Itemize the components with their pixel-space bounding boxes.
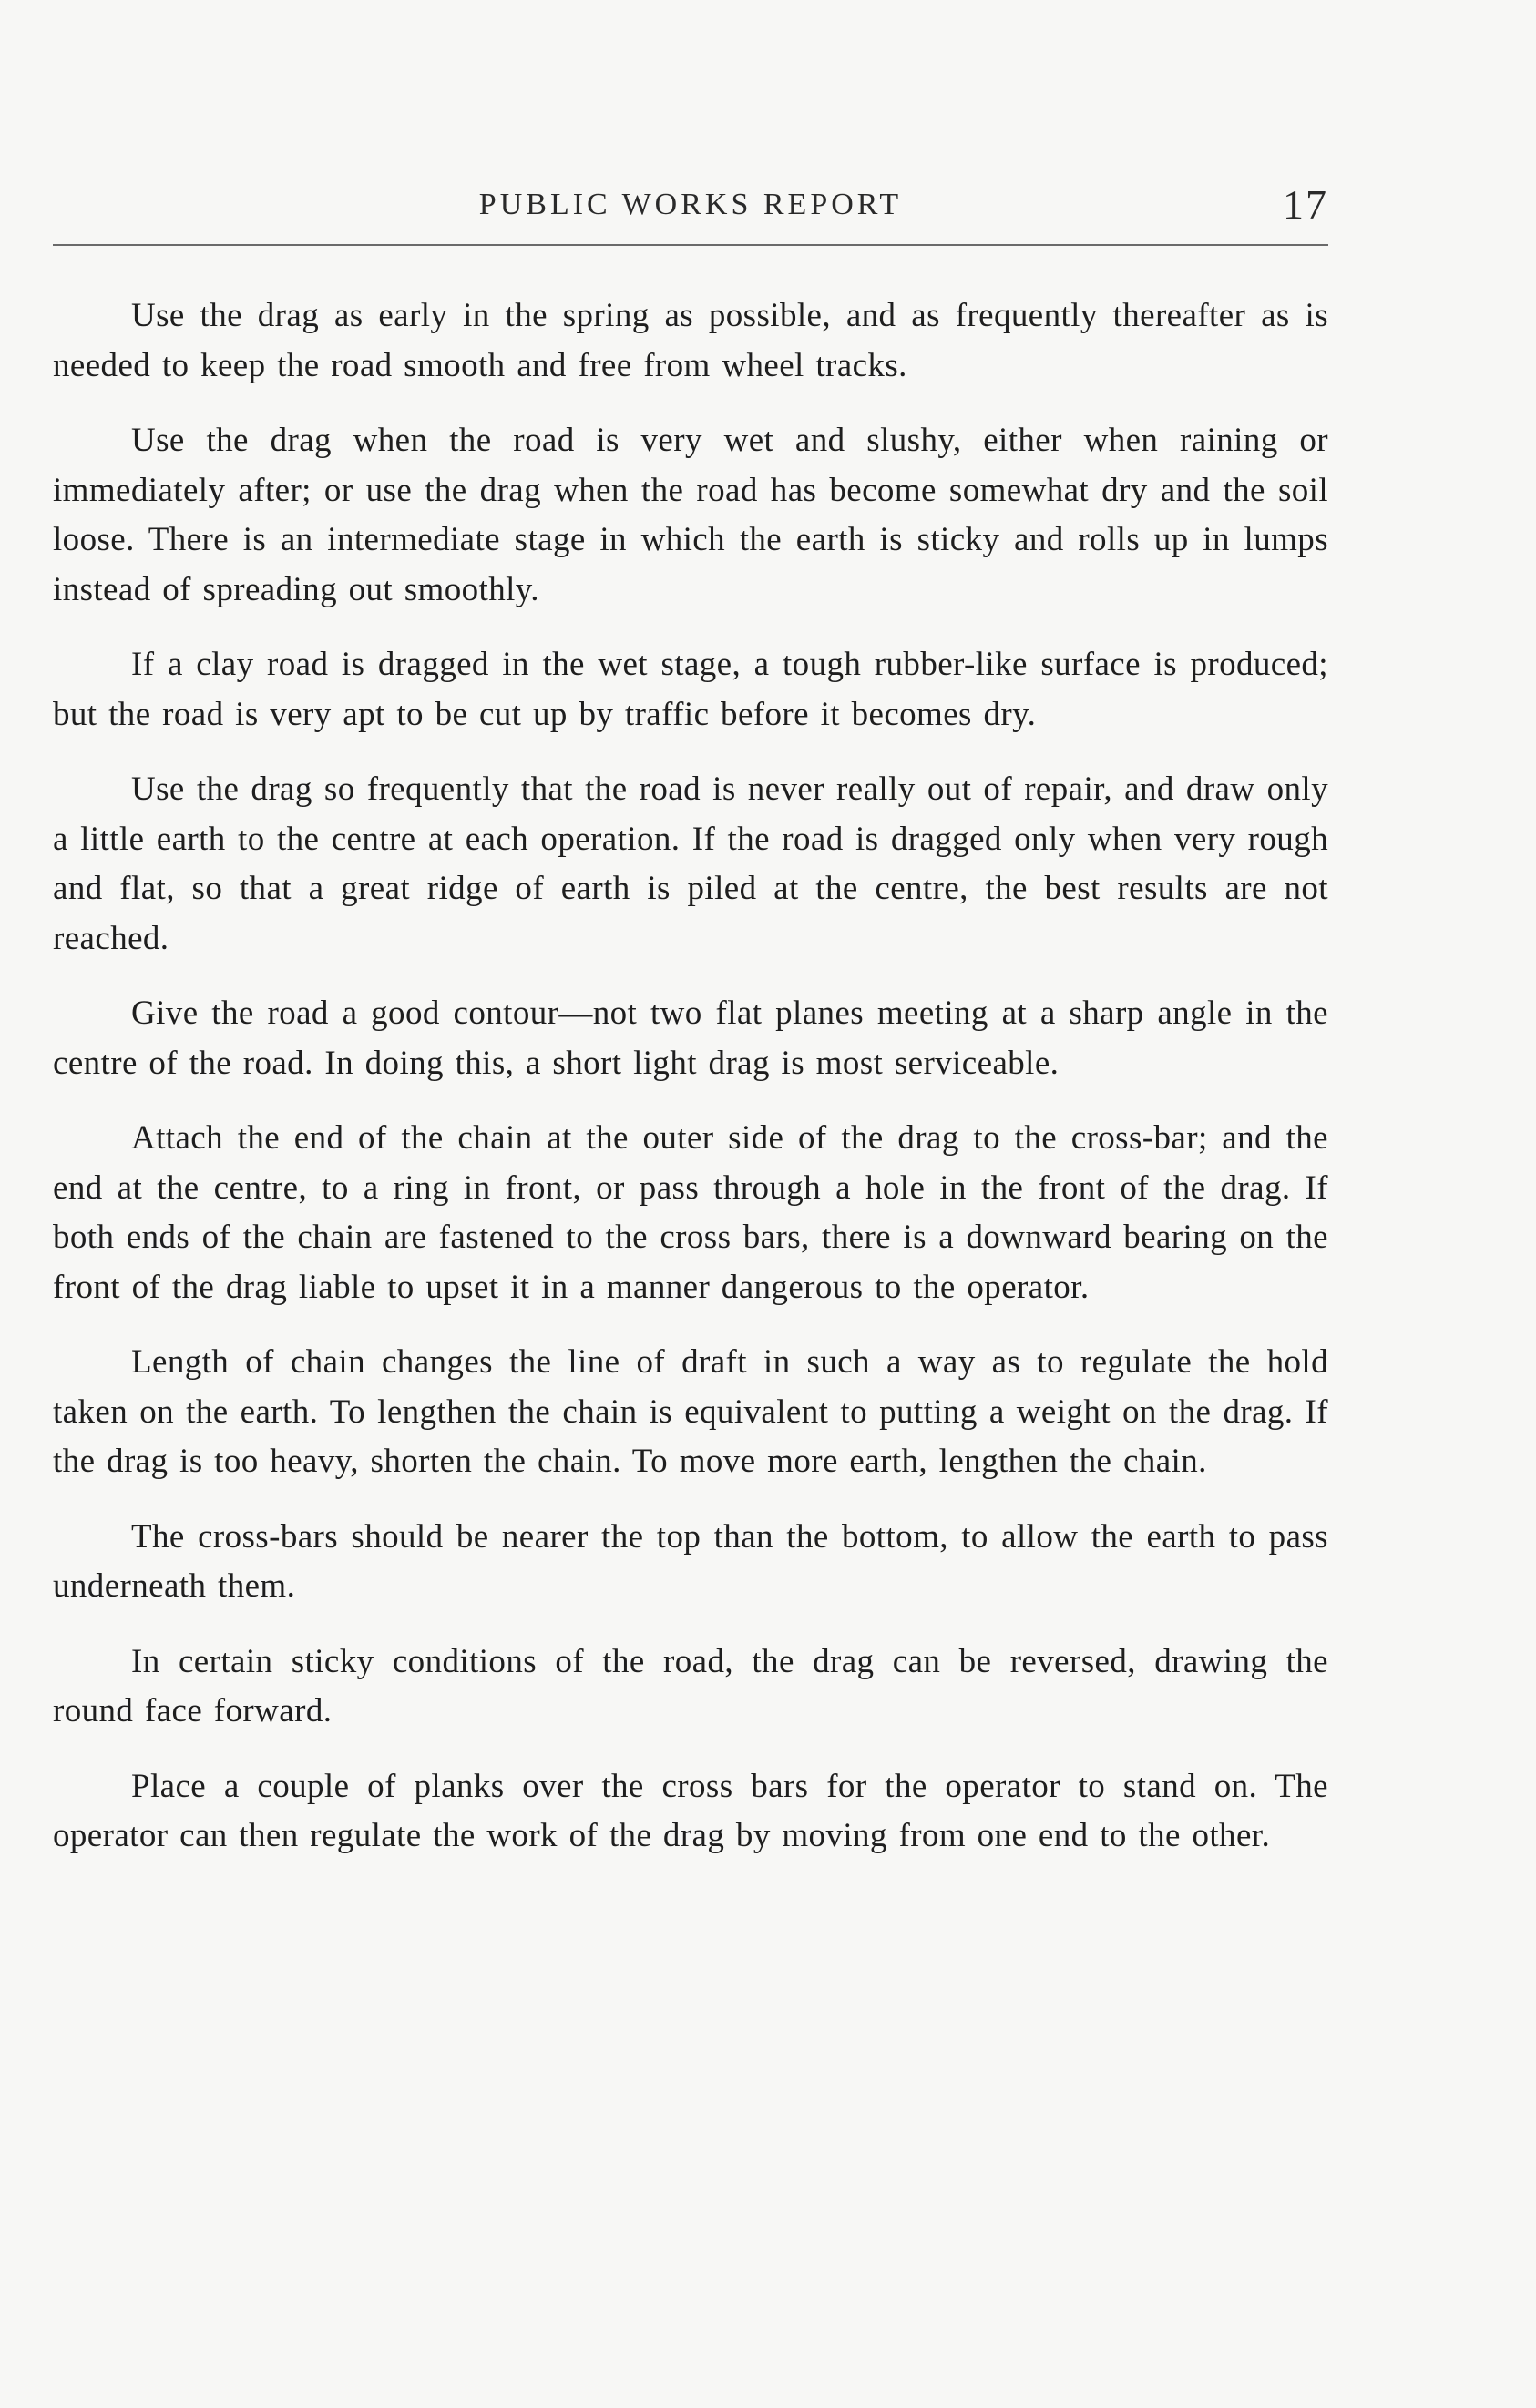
header-rule xyxy=(53,244,1328,246)
paragraph-good-contour: Give the road a good contour—not two flat planes meeting at a sharp angle in the centre of the road. In doing this, a short light drag is most serviceable. xyxy=(53,995,1328,1082)
paragraph-drag-wet-slushy: Use the drag when the road is very wet and slushy, either when raining or immediately after; or use the drag when the road has become somewhat dry and the soil loose. There is an intermediate stage in which the earth is sticky and rolls up in lumps instead of spreading out smoothly. xyxy=(53,422,1328,608)
page-number: 17 xyxy=(1283,181,1328,228)
paragraph-length-of-chain: Length of chain changes the line of draft in such a way as to regulate the hold taken on the earth. To lengthen the chain is equivalent to putting a weight on the drag. If the drag is too heavy, shorten the chain. To move more earth, lengthen the chain. xyxy=(53,1343,1328,1480)
page-header xyxy=(53,179,1328,233)
paragraph-clay-road-wet-stage: If a clay road is dragged in the wet stage, a tough rubber-like surface is produced; but the road is very apt to be cut up by traffic before it becomes dry. xyxy=(53,646,1328,733)
paragraph-cross-bars: The cross-bars should be nearer the top than the bottom, to allow the earth to pass underneath them. xyxy=(53,1517,1328,1605)
paragraph-drag-early-spring: Use the drag as early in the spring as possible, and as frequently thereafter as is needed to keep the road smooth and free from wheel tracks. xyxy=(53,297,1328,384)
paragraph-planks-for-operator: Place a couple of planks over the cross bars for the operator to stand on. The operator can then regulate the work of the drag by moving from one end to the other. xyxy=(53,1767,1328,1854)
body-text xyxy=(53,291,1328,1887)
paragraph-drag-frequently: Use the drag so frequently that the road is never really out of repair, and draw only a little earth to the centre at each operation. If the road is dragged only when very rough and flat, so that a great ridge of earth is piled at the centre, the best results are not reached. xyxy=(53,770,1328,957)
paragraph-attach-chain: Attach the end of the chain at the outer side of the drag to the cross-bar; and the end at the centre, to a ring in front, or pass through a hole in the front of the drag. If both ends of the chain are fastened to the cross bars, there is a downward bearing on the front of the drag liable to upset it in a manner dangerous to the operator. xyxy=(53,1119,1328,1306)
paragraph-sticky-conditions: In certain sticky conditions of the road, the drag can be reversed, drawing the round face forward. xyxy=(53,1642,1328,1729)
running-head: PUBLIC WORKS REPORT xyxy=(478,188,903,221)
